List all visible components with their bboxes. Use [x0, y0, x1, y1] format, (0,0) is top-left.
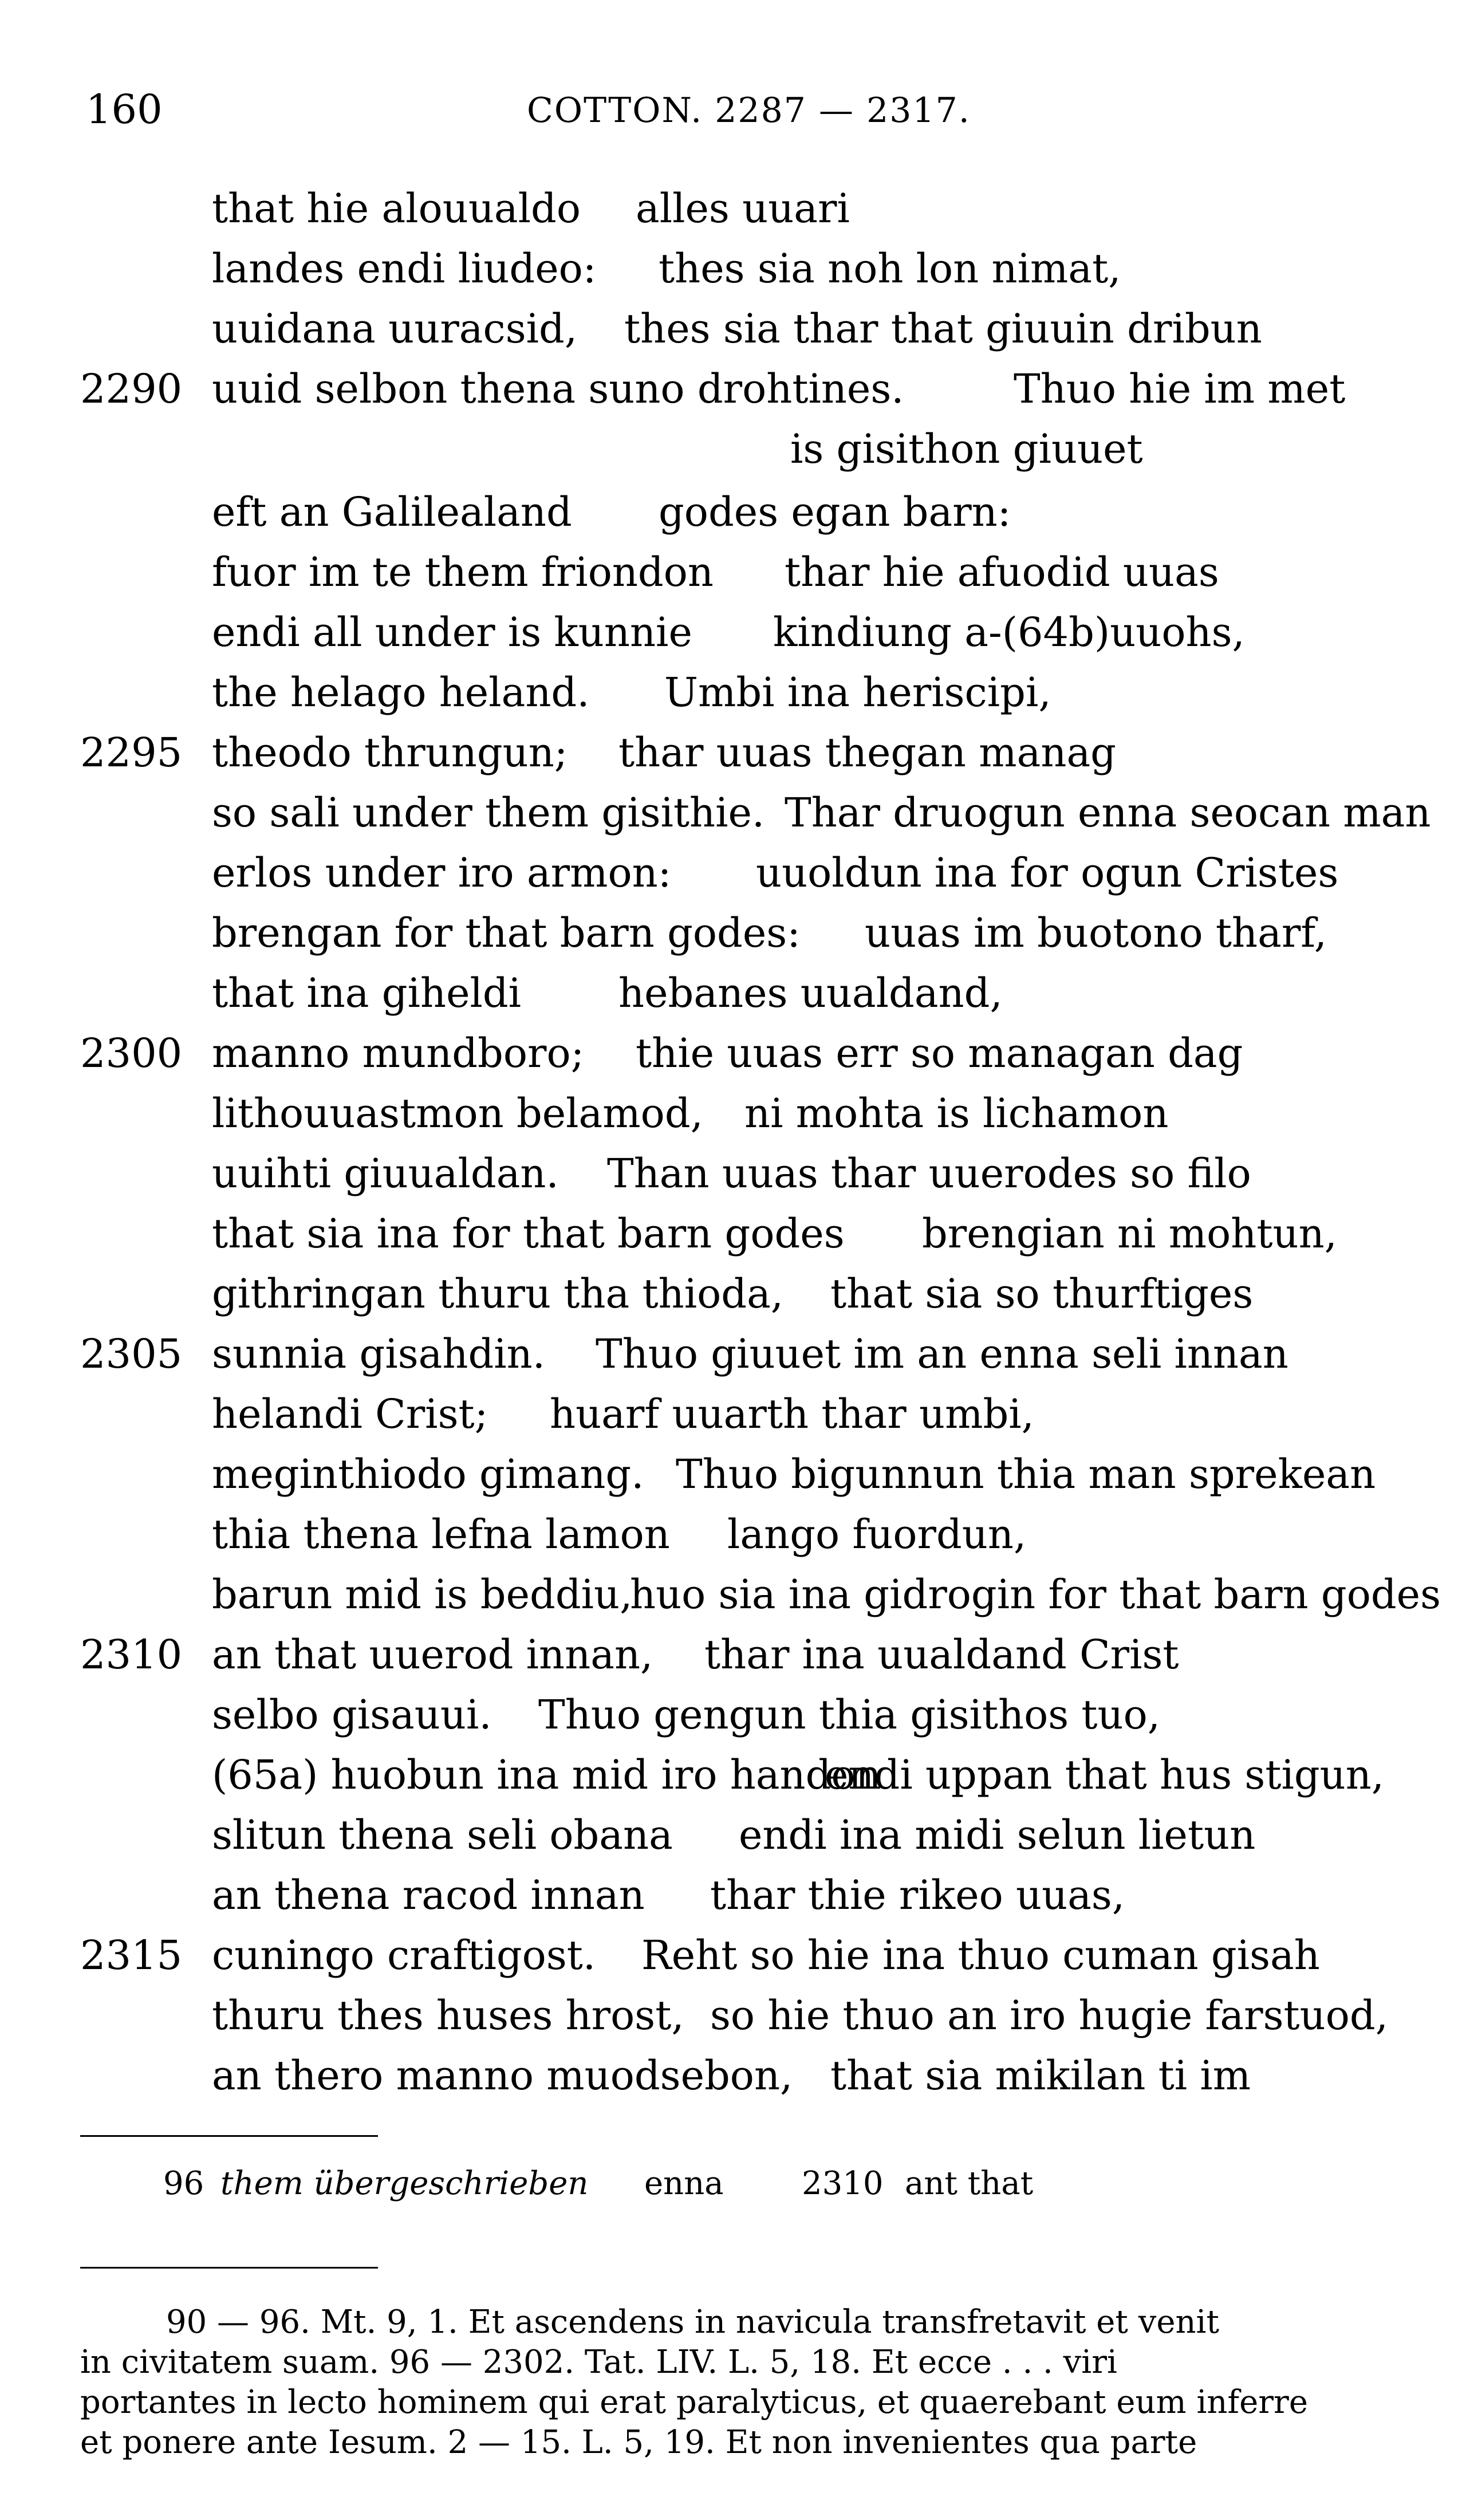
verse-first-half: erlos under iro armon:: [212, 849, 672, 896]
verse-second-half: uuas im buotono tharf,: [865, 909, 1327, 956]
verse-first-half: theodo thrungun;: [212, 729, 568, 776]
verse-second-half: that sia so thurftiges: [830, 1270, 1254, 1317]
verse-first-half: barun mid is beddiu,: [212, 1571, 633, 1618]
verse-second-half: Umbi ina heriscipi,: [664, 669, 1051, 716]
verse-second-half: is gisithon giuuet: [790, 426, 1143, 472]
verse-first-half: eft an Galilealand: [212, 489, 572, 536]
verse-second-half: that sia mikilan ti im: [830, 2052, 1251, 2099]
verse-first-half: githringan thuru tha thioda,: [212, 1270, 784, 1317]
line-number: 2315: [80, 1932, 183, 1979]
verse-first-half: sunnia gisahdin.: [212, 1330, 546, 1377]
verse-second-half: hebanes uualdand,: [618, 970, 1003, 1017]
line-number: 2305: [80, 1330, 183, 1377]
verse-second-half: so hie thuo an iro hugie farstuod,: [710, 1992, 1388, 2039]
verse-second-half: ni mohta is lichamon: [744, 1090, 1169, 1137]
source-note-line: et ponere ante Iesum. 2 — 15. L. 5, 19. Et non invenientes qua parte: [80, 2424, 1197, 2461]
verse-second-half: lango fuordun,: [727, 1511, 1027, 1558]
verse-first-half: landes endi liudeo:: [212, 245, 597, 292]
verse-first-half: (65a) huobun ina mid iro handon: [212, 1751, 881, 1798]
verse-first-half: uuihti giuualdan.: [212, 1150, 559, 1197]
verse-second-half: huo sia ina gidrogin for that barn godes: [630, 1571, 1441, 1618]
verse-first-half: that hie alouualdo: [212, 185, 581, 232]
textual-note-number: 2310: [802, 2165, 884, 2202]
verse-first-half: that ina giheldi: [212, 970, 522, 1017]
verse-first-half: cuningo craftigost.: [212, 1932, 596, 1979]
page-number: 160: [86, 86, 163, 133]
textual-note-text: enna: [644, 2165, 724, 2202]
verse-second-half: Thuo gengun thia gisithos tuo,: [538, 1691, 1161, 1738]
verse-second-half: Than uuas thar uuerodes so filo: [607, 1150, 1251, 1197]
verse-first-half: helandi Crist;: [212, 1391, 488, 1438]
verse-first-half: endi all under is kunnie: [212, 609, 692, 656]
source-note-line: portantes in lecto hominem qui erat paralyticus, et quaerebant eum inferre: [80, 2384, 1308, 2421]
verse-second-half: endi uppan that hus stigun,: [825, 1751, 1385, 1798]
verse-second-half: Thuo giuuet im an enna seli innan: [596, 1330, 1288, 1377]
verse-second-half: Thar druogun enna seocan man: [785, 789, 1431, 836]
verse-first-half: thuru thes huses hrost,: [212, 1992, 684, 2039]
verse-first-half: uuidana uuracsid,: [212, 305, 578, 352]
verse-first-half: uuid selbon thena suno drohtines.: [212, 365, 904, 412]
textual-note-number: 96: [163, 2165, 204, 2202]
verse-second-half: endi ina midi selun lietun: [739, 1812, 1256, 1858]
verse-first-half: meginthiodo gimang.: [212, 1451, 644, 1498]
verse-second-half: Thuo hie im met: [1014, 365, 1346, 412]
source-note-line: in civitatem suam. 96 — 2302. Tat. LIV. L. 5, 18. Et ecce . . . viri: [80, 2344, 1117, 2381]
footnote-divider: [80, 2267, 378, 2269]
line-number: 2295: [80, 729, 183, 776]
verse-first-half: fuor im te them friondon: [212, 549, 714, 596]
verse-second-half: thes sia thar that giuuin dribun: [624, 305, 1262, 352]
verse-second-half: thar ina uualdand Crist: [704, 1631, 1179, 1678]
verse-second-half: thar thie rikeo uuas,: [710, 1872, 1125, 1919]
verse-first-half: that sia ina for that barn godes: [212, 1210, 845, 1257]
textual-note-text: ant that: [905, 2165, 1034, 2202]
verse-second-half: thie uuas err so managan dag: [636, 1030, 1243, 1077]
source-notes: [80, 2302, 1363, 2463]
verse-second-half: huarf uuarth thar umbi,: [550, 1391, 1034, 1438]
page-header: [0, 86, 1466, 137]
footnote-divider: [80, 2135, 378, 2137]
verse-first-half: an thena racod innan: [212, 1872, 645, 1919]
source-note-line: 90 — 96. Mt. 9, 1. Et ascendens in navicula transfretavit et venit: [166, 2304, 1219, 2341]
verse-second-half: thar hie afuodid uuas: [785, 549, 1219, 596]
line-number: 2300: [80, 1030, 183, 1077]
verse-first-half: an thero manno muodsebon,: [212, 2052, 793, 2099]
line-number: 2290: [80, 365, 183, 412]
verse-first-half: the helago heland.: [212, 669, 590, 716]
line-number: 2310: [80, 1631, 183, 1678]
verse-second-half: thar uuas thegan manag: [618, 729, 1116, 776]
verse-second-half: Reht so hie ina thuo cuman gisah: [641, 1932, 1320, 1979]
verse-first-half: manno mundboro;: [212, 1030, 585, 1077]
verse-first-half: brengan for that barn godes:: [212, 909, 801, 956]
verse-second-half: uuoldun ina for ogun Cristes: [756, 849, 1339, 896]
verse-first-half: thia thena lefna lamon: [212, 1511, 670, 1558]
verse-first-half: so sali under them gisithie.: [212, 789, 765, 836]
verse-second-half: alles uuari: [636, 185, 850, 232]
textual-note-text: them übergeschrieben: [220, 2165, 589, 2202]
verse-first-half: an that uuerod innan,: [212, 1631, 653, 1678]
verse-second-half: godes egan barn:: [659, 489, 1011, 536]
verse-second-half: Thuo bigunnun thia man sprekean: [676, 1451, 1376, 1498]
verse-second-half: thes sia noh lon nimat,: [659, 245, 1121, 292]
verse-first-half: slitun thena seli obana: [212, 1812, 673, 1858]
verse-first-half: lithouuastmon belamod,: [212, 1090, 703, 1137]
verse-second-half: kindiung a-(64b)uuohs,: [773, 609, 1245, 656]
verse-second-half: brengian ni mohtun,: [922, 1210, 1337, 1257]
running-head: COTTON. 2287 — 2317.: [527, 90, 971, 131]
verse-first-half: selbo gisauui.: [212, 1691, 492, 1738]
